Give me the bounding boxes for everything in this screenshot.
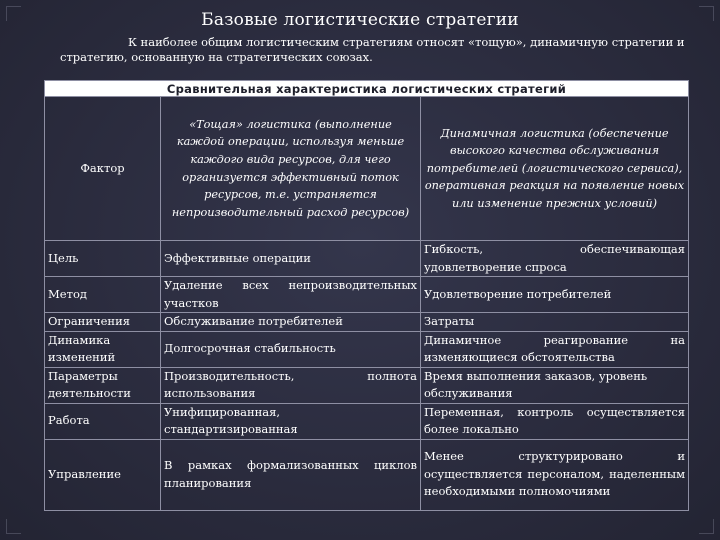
slide-title: Базовые логистические стратегии: [201, 10, 519, 30]
dynamic-cell: Гибкость, обеспечивающая удовлетворение спроса: [421, 241, 689, 277]
table-row: [45, 313, 689, 332]
factor-cell: Параметры деятельности: [45, 367, 161, 403]
dynamic-cell: Динамичное реагирование на изменяющиеся обстоятельства: [421, 331, 689, 367]
lean-cell: Удаление всех непроизводительных участков: [161, 277, 421, 313]
dynamic-cell: Менее структурировано и осуществляется персоналом, наделенным необходимыми полномочиями: [421, 439, 689, 510]
factor-cell: Метод: [45, 277, 161, 313]
factor-cell: Работа: [45, 403, 161, 439]
table-row: [45, 331, 689, 367]
dynamic-cell: Удовлетворение потребителей: [421, 277, 689, 313]
lean-cell: Обслуживание потребителей: [161, 313, 421, 332]
table-row: [45, 241, 689, 277]
table-row: [45, 439, 689, 510]
table-header-row: [45, 97, 689, 241]
factor-cell: Динамика изменений: [45, 331, 161, 367]
dynamic-cell: Затраты: [421, 313, 689, 332]
factor-cell: Ограничения: [45, 313, 161, 332]
lean-cell: В рамках формализованных циклов планирования: [161, 439, 421, 510]
table-caption: Сравнительная характеристика логистических стратегий: [45, 81, 689, 97]
frame-corner-bottom-left: [6, 519, 21, 534]
table-row: [45, 367, 689, 403]
dynamic-logistics-header: Динамичная логистика (обеспечение высокого качества обслуживания потребителей (логистического сервиса), оперативная реакция на появление новых или изменение прежних условий): [421, 97, 689, 241]
table-row: [45, 277, 689, 313]
dynamic-cell: Время выполнения заказов, уровень обслуживания: [421, 367, 689, 403]
comparison-table: [44, 80, 689, 511]
table-row: [45, 403, 689, 439]
factor-cell: Цель: [45, 241, 161, 277]
lean-cell: Эффективные операции: [161, 241, 421, 277]
lean-cell: Унифицированная, стандартизированная: [161, 403, 421, 439]
lean-cell: Долгосрочная стабильность: [161, 331, 421, 367]
lean-cell: Производительность, полнота использования: [161, 367, 421, 403]
factor-header: Фактор: [45, 97, 161, 241]
frame-corner-bottom-right: [699, 519, 714, 534]
comparison-table-container: [44, 80, 688, 520]
factor-cell: Управление: [45, 439, 161, 510]
lean-logistics-header: «Тощая» логистика (выполнение каждой операции, используя меньше каждого вида ресурсов, для чего организуется эффективный поток ресурсов, т.е. устраняется непроизводительный расход ресурсов): [161, 97, 421, 241]
table-caption-row: [45, 81, 689, 97]
dynamic-cell: Переменная, контроль осуществляется более локально: [421, 403, 689, 439]
intro-paragraph: К наиболее общим логистическим стратегиям относят «тощую», динамичную стратегии и стратегию, основанную на стратегических союзах.: [60, 35, 685, 64]
